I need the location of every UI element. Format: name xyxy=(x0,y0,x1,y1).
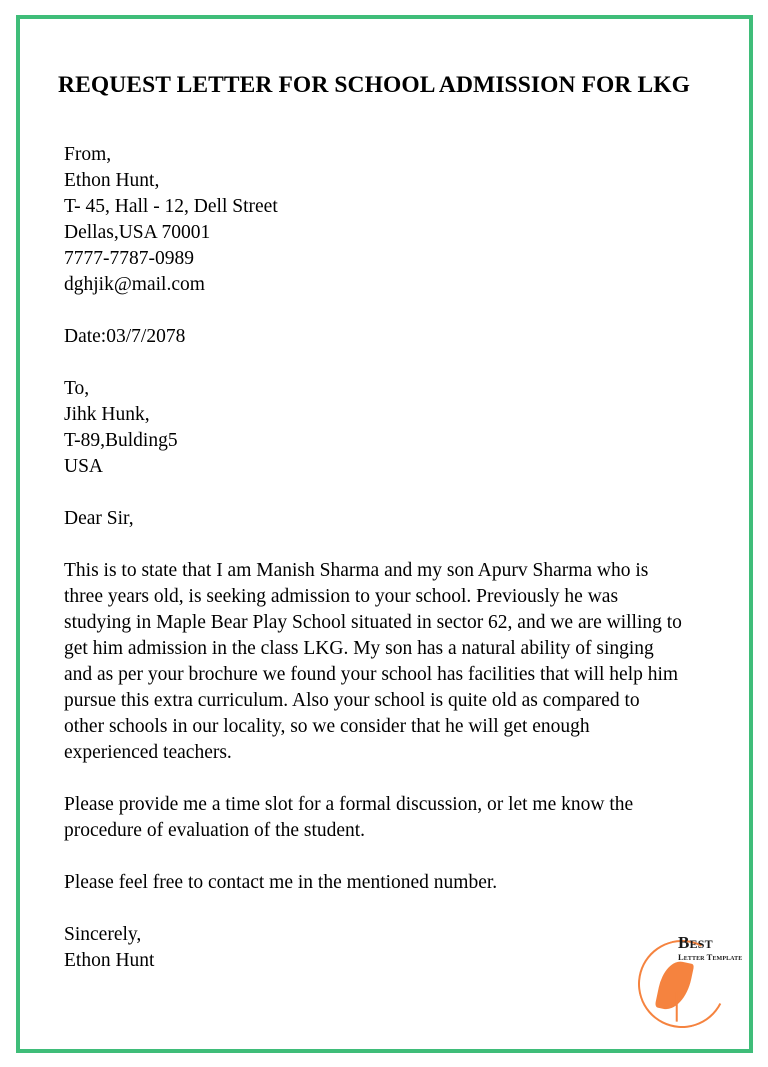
recipient-address-line-1: T-89,Bulding5 xyxy=(64,430,178,451)
spacer xyxy=(64,480,684,506)
letter-date: Date:03/7/2078 xyxy=(64,326,186,347)
salutation-block xyxy=(64,506,684,532)
sender-heading: From, xyxy=(64,144,112,165)
spacer xyxy=(64,844,684,870)
recipient-address-block xyxy=(64,376,684,480)
closing-salutation: Sincerely, xyxy=(64,924,142,945)
recipient-address-line-2: USA xyxy=(64,456,104,477)
sender-email: dghjik@mail.com xyxy=(64,274,205,295)
brand-tagline: Letter Template xyxy=(678,952,743,962)
body-paragraph-1: This is to state that I am Manish Sharma and my son Apurv Sharma who is three years old, is seeking admission to your school. Previously he was studying in Maple Bear Play School situated in sector 62, and we are willing to get him admission in the class LKG. My son has a natural ability of singing and as per your brochure we found your school has facilities that will help him pursue this extra curriculum. Also your school is quite old as compared to other schools in our locality, so we consider that he will get enough experienced teachers. xyxy=(64,560,682,763)
spacer xyxy=(64,766,684,792)
salutation: Dear Sir, xyxy=(64,508,134,529)
page-title: REQUEST LETTER FOR SCHOOL ADMISSION FOR LKG xyxy=(58,72,690,98)
body-paragraph-2: Please provide me a time slot for a formal discussion, or let me know the procedure of evaluation of the student. xyxy=(64,794,634,841)
sender-phone: 7777-7787-0989 xyxy=(64,248,194,269)
sender-address-line-1: T- 45, Hall - 12, Dell Street xyxy=(64,196,278,217)
spacer xyxy=(64,532,684,558)
sender-address-line-2: Dellas,USA 70001 xyxy=(64,222,211,243)
spacer xyxy=(64,350,684,376)
sender-name: Ethon Hunt, xyxy=(64,170,160,191)
brand-logo xyxy=(636,928,748,1036)
recipient-name: Jihk Hunk, xyxy=(64,404,150,425)
brand-name: Best xyxy=(678,933,713,952)
body-paragraph-3: Please feel free to contact me in the mentioned number. xyxy=(64,872,498,893)
signature-name: Ethon Hunt xyxy=(64,950,155,971)
recipient-heading: To, xyxy=(64,378,90,399)
closing-block xyxy=(64,922,684,974)
spacer xyxy=(64,100,684,142)
letter-content xyxy=(58,70,690,974)
date-block xyxy=(64,324,684,350)
brand-logo-text xyxy=(678,934,752,963)
spacer xyxy=(64,298,684,324)
spacer xyxy=(64,896,684,922)
sender-address-block xyxy=(64,142,684,298)
feather-quill-shaft xyxy=(676,992,678,1022)
